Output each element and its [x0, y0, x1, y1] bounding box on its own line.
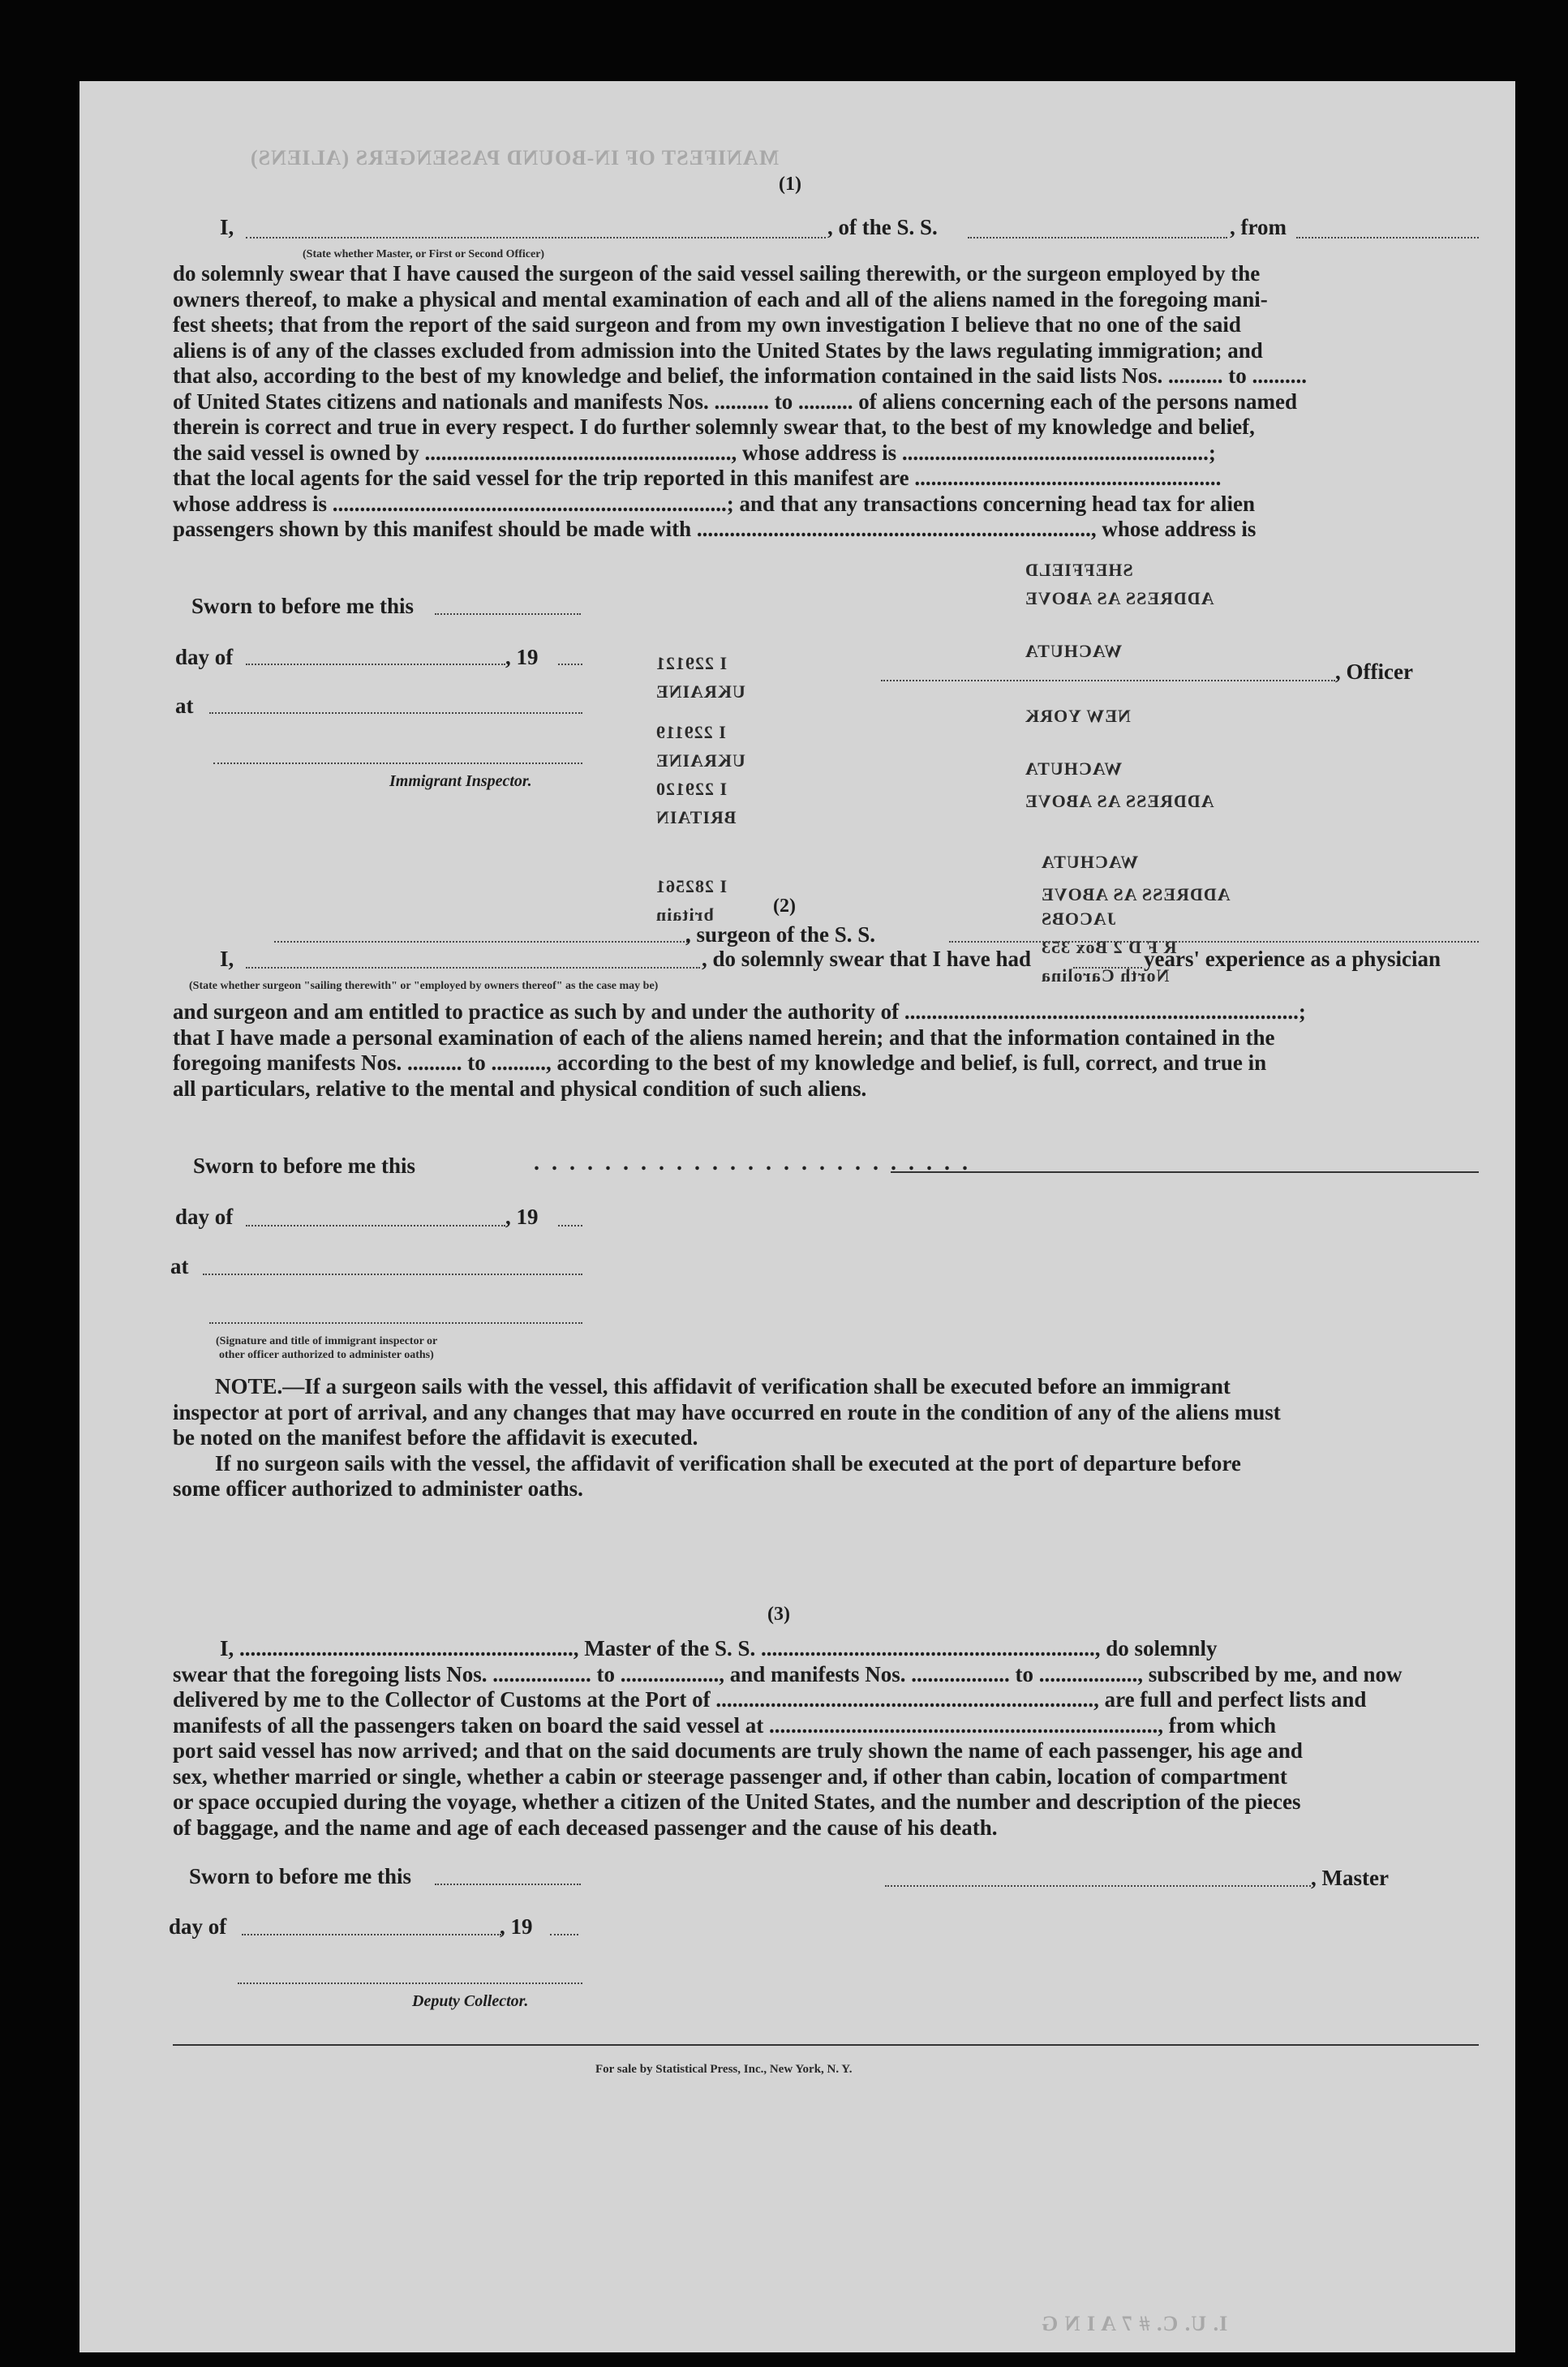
officer-name-field[interactable] [246, 237, 826, 238]
officer-signature-field[interactable] [881, 680, 1335, 681]
year-label-3: , 19 [500, 1914, 533, 1939]
sworn-label-2: Sworn to before me this [193, 1153, 415, 1178]
sworn-date-field[interactable] [435, 613, 581, 615]
surgeon-signature-field[interactable] [891, 1171, 1479, 1173]
bleed-through-text: I 229120 [655, 779, 728, 799]
at-place-field[interactable] [209, 712, 582, 714]
ship-label: , of the S. S. [827, 215, 938, 239]
signature-caption-line-2: other officer authorized to administer oaths) [219, 1349, 434, 1361]
master-label: , Master [1311, 1866, 1389, 1890]
years-field[interactable] [1073, 967, 1142, 969]
day-of-field-2[interactable] [246, 1225, 505, 1226]
at-place-field-2[interactable] [203, 1274, 582, 1275]
bleed-through-stamp: I. U. C. # 7 A I N G [1041, 2312, 1228, 2335]
bleed-through-header: MANIFEST OF IN-BOUND PASSENGERS (ALIENS) [250, 146, 780, 170]
section-1-number: (1) [779, 174, 801, 195]
from-label: , from [1230, 215, 1287, 239]
note-paragraph: NOTE.—If a surgeon sails with the vessel, this affidavit of verification shall be executed before an immigrant inspector at port of arrival, and any changes that may have occurred en route in the condition of any of the aliens must be noted on the manifest before the affidavit is executed. If no surgeon sails with the vessel, the affidavit of verification shall be executed at the port of departure before some officer authorized to administer oaths. [173, 1374, 1281, 1501]
section-1-paragraph: do solemnly swear that I have caused the surgeon of the said vessel sailing therewith, or the surgeon employed by the owners thereof, to make a physical and mental examination of each and all of the aliens named in the foregoing mani- fest sheets; that from the report of the said surgeon and from my own investigation I believe that no one of the said aliens is of any of the classes excluded from admission into the United States by the laws regulating immigration; and that also, according to the best of my knowledge and belief, the information contained in the said lists Nos. .......... to .......... of United States citizens and nationals and manifests Nos. .......... to .......... of aliens concerning each of the persons named therein is correct and true in every respect. I do further solemnly swear that, to the best of my knowledge and belief, the said vessel is owned by ........................................................, whose address is ........................................................; that the local agents for the said vessel for the trip reported in this manifest are ........................................................ whose address is ........................................................................; and that any transactions concerning head tax for alien passengers shown by this manifest should be made with ........................................................................, whose address is [173, 261, 1308, 541]
bleed-through-text: R F D 2 Box 353 [1041, 937, 1177, 957]
year-label-2: , 19 [505, 1205, 539, 1229]
sworn-date-field-2[interactable]: . . . . . . . . . . . . . . . . . . . . . . . . . [534, 1150, 971, 1175]
bleed-through-text: ADDRESS AS ABOVE [1025, 791, 1214, 811]
section-3-paragraph: I, ............................................................., Master of the S. S. ............................................................., do solemnly swear that the foregoing lists Nos. .................. to .................., and manifests Nos. .................. to .................., subscribed by me, and now delivered by me to the Collector of Customs at the Port of ....................................................................., are full and perfect lists and manifests of all the passengers taken on board the said vessel at ......................................................................., from which port said vessel has now arrived; and that on the said documents are truly shown the name of each passenger, his age and sex, whether married or single, whether a cabin or steerage passenger and, if other than cabin, location of compartment or space occupied during the voyage, whether a citizen of the United States, and the number and description of the pieces of baggage, and the name and age of each deceased passenger and the cause of his death. [173, 1636, 1403, 1840]
bleed-through-text: SHEFFIELD [1025, 560, 1133, 580]
printer-credit: For sale by Statistical Press, Inc., New York, N. Y. [595, 2063, 853, 2076]
deputy-caption: Deputy Collector. [412, 1992, 529, 2010]
document-page [79, 81, 1515, 2352]
year-field[interactable] [558, 664, 582, 665]
section-3-number: (3) [767, 1604, 790, 1625]
surgeon-ship-field[interactable] [949, 941, 1479, 943]
surgeon-caption: (State whether surgeon "sailing therewith" or "employed by owners thereof" as the case may be) [189, 980, 659, 992]
officer-label: , Officer [1335, 659, 1413, 684]
bleed-through-text: ADDRESS AS ABOVE [1041, 884, 1231, 904]
collector-signature-field[interactable] [238, 1983, 582, 1984]
section-1-i: I, [220, 215, 234, 239]
day-of-label-3: day of [169, 1914, 227, 1939]
footer-divider [173, 2044, 1479, 2046]
day-of-field[interactable] [246, 664, 505, 665]
bleed-through-text: North Carolina [1041, 965, 1170, 986]
bleed-through-text: WACHUTA [1041, 852, 1139, 872]
inspector-signature-field-2[interactable] [209, 1322, 582, 1324]
day-of-label-2: day of [175, 1205, 234, 1229]
bleed-through-text: I 282561 [655, 876, 728, 896]
day-of-field-3[interactable] [242, 1934, 501, 1935]
sworn-label-3: Sworn to before me this [189, 1864, 411, 1888]
bleed-through-text: ADDRESS AS ABOVE [1025, 588, 1214, 608]
bleed-through-text: UKRAINE [655, 750, 745, 771]
bleed-through-text: UKRAINE [655, 681, 745, 702]
section-2-paragraph: and surgeon and am entitled to practice as such by and under the authority of ........................................................................; that I have made a personal examination of each of the aliens named herein; and that the information contained in the foregoing manifests Nos. .......... to .........., according to the best of my knowledge and belief, is full, correct, and true in all particulars, relative to the mental and physical condition of such aliens. [173, 999, 1306, 1101]
year-field-3[interactable] [550, 1934, 578, 1935]
day-of-label: day of [175, 645, 234, 669]
bleed-through-text: I 229121 [655, 653, 728, 673]
section-2-number: (2) [773, 896, 796, 917]
sworn-date-field-3[interactable] [435, 1884, 581, 1885]
at-label-2: at [170, 1254, 189, 1278]
ship-name-field[interactable] [968, 237, 1227, 238]
swear-label: , do solemnly swear that I have had [702, 947, 1032, 971]
sworn-label: Sworn to before me this [191, 594, 414, 618]
bleed-through-text: WACHUTA [1025, 641, 1123, 661]
bleed-through-text: BRITAIN [655, 807, 737, 827]
year-label: , 19 [505, 645, 539, 669]
signature-caption-line-1: (Signature and title of immigrant inspector or [216, 1335, 438, 1347]
surgeon-vessel-field-left[interactable] [274, 941, 688, 943]
years-label: years' experience as a physician [1144, 947, 1441, 971]
bleed-through-text: I 229119 [655, 722, 726, 742]
master-signature-field[interactable] [885, 1885, 1311, 1887]
at-label: at [175, 694, 194, 718]
bleed-through-text: britain [655, 904, 714, 925]
from-port-field[interactable] [1296, 237, 1479, 238]
inspector-signature-field[interactable] [213, 763, 582, 764]
bleed-through-text: WACHUTA [1025, 758, 1123, 779]
inspector-caption: Immigrant Inspector. [389, 772, 532, 790]
section-2-i: I, [220, 947, 234, 971]
bleed-through-text: NEW YORK [1025, 706, 1131, 726]
year-field-2[interactable] [558, 1225, 582, 1226]
bleed-through-text: JACOBS [1041, 909, 1116, 929]
officer-caption: (State whether Master, or First or Second Officer) [303, 248, 545, 260]
surgeon-label: , surgeon of the S. S. [685, 922, 876, 947]
surgeon-name-field[interactable] [246, 967, 700, 969]
